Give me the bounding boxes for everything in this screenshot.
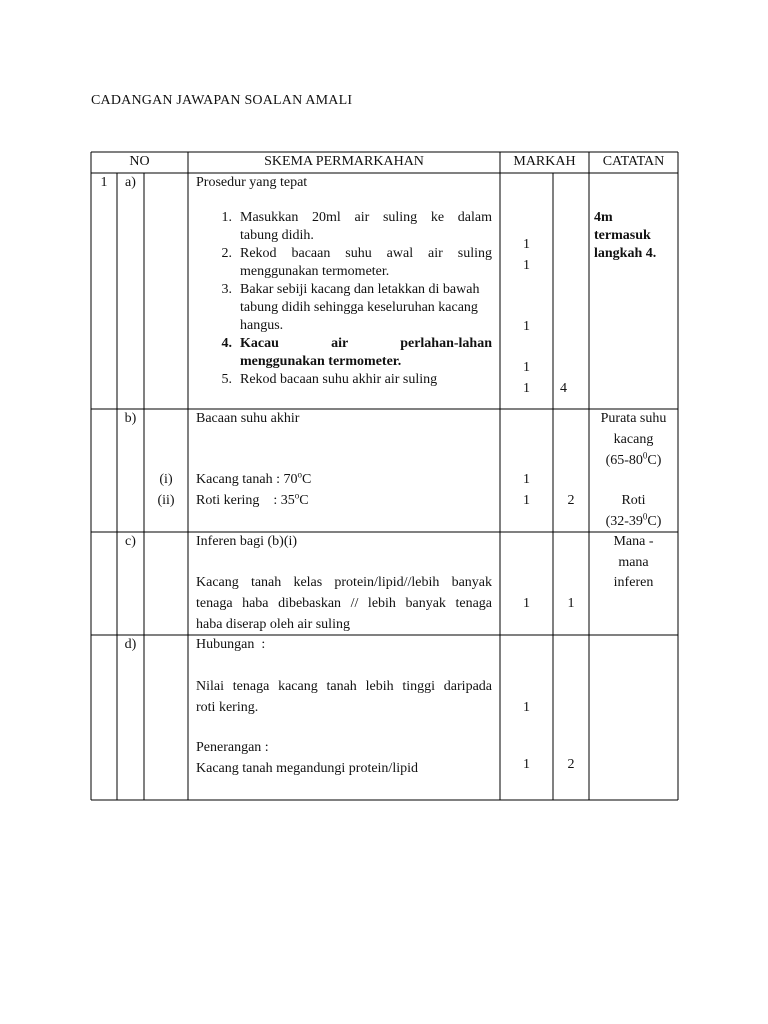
total-a: 4 bbox=[560, 381, 567, 396]
header-skema: SKEMA PERMARKAHAN bbox=[264, 154, 424, 169]
part-d-line-3: Kacang tanah megandungi protein/lipid bbox=[196, 761, 418, 776]
part-b-item-ii: Roti kering : 35$^o$C bbox=[196, 490, 309, 508]
header-markah: MARKAH bbox=[513, 154, 576, 169]
mark-b-1: 1 bbox=[523, 472, 530, 487]
mark-b-2: 1 bbox=[523, 493, 530, 508]
part-b-roman-i: (i) bbox=[159, 472, 173, 487]
note-b-line-4: Roti bbox=[621, 493, 646, 508]
mark-a-3: 1 bbox=[523, 319, 530, 334]
note-c-line-2: mana bbox=[618, 555, 649, 570]
note-b-line-1: Purata suhu bbox=[600, 411, 667, 426]
part-a-heading: Prosedur yang tepat bbox=[196, 175, 308, 190]
mark-c-1: 1 bbox=[523, 596, 530, 611]
part-b-label: b) bbox=[124, 411, 137, 426]
part-b-heading: Bacaan suhu akhir bbox=[196, 411, 300, 426]
mark-d-1: 1 bbox=[523, 700, 530, 715]
note-b-line-5: $(32-39^0C)$ bbox=[605, 511, 662, 529]
total-d: 2 bbox=[567, 757, 575, 772]
part-d-heading-2: Penerangan : bbox=[196, 740, 269, 755]
header-catatan: CATATAN bbox=[602, 154, 665, 169]
part-d-line-2: roti kering. bbox=[196, 700, 259, 715]
mark-a-2: 1 bbox=[523, 258, 530, 273]
note-b-line-3: $(65-80^0C)$ bbox=[605, 450, 662, 468]
mark-a-4: 1 bbox=[523, 360, 530, 375]
total-c: 1 bbox=[567, 596, 575, 611]
note-a-line-1: 4m bbox=[594, 210, 613, 225]
note-b-line-2: kacang bbox=[613, 432, 654, 447]
question-number: 1 bbox=[100, 175, 108, 190]
header-no: NO bbox=[129, 154, 150, 169]
part-b-roman-ii: (ii) bbox=[157, 493, 175, 508]
note-c-line-3: inferen bbox=[613, 575, 654, 590]
mark-a-5: 1 bbox=[523, 381, 530, 396]
part-c-line-1: Kacang tanah kelas protein/lipid//lebih banyak bbox=[196, 575, 492, 590]
part-d-label: d) bbox=[124, 637, 137, 652]
part-c-heading: Inferen bagi (b)(i) bbox=[196, 534, 298, 549]
note-a-line-3: langkah 4. bbox=[594, 246, 657, 261]
part-c-label: c) bbox=[125, 534, 136, 549]
part-a-label: a) bbox=[125, 175, 136, 190]
part-c-line-3: haba diserap oleh air suling bbox=[196, 617, 350, 632]
note-a-line-2: termasuk bbox=[594, 228, 651, 243]
part-b-item-i: Kacang tanah : 70$^o$C bbox=[196, 469, 312, 487]
mark-a-1: 1 bbox=[523, 237, 530, 252]
total-b: 2 bbox=[567, 493, 575, 508]
part-d-line-1: Nilai tenaga kacang tanah lebih tinggi daripada bbox=[196, 679, 492, 694]
part-d-heading: Hubungan : bbox=[196, 637, 266, 652]
note-c-line-1: Mana - bbox=[613, 534, 654, 549]
page-title: CADANGAN JAWAPAN SOALAN AMALI bbox=[91, 93, 353, 108]
part-c-line-2: tenaga haba dibebaskan // lebih banyak tenaga bbox=[196, 596, 492, 611]
mark-d-2: 1 bbox=[523, 757, 530, 772]
